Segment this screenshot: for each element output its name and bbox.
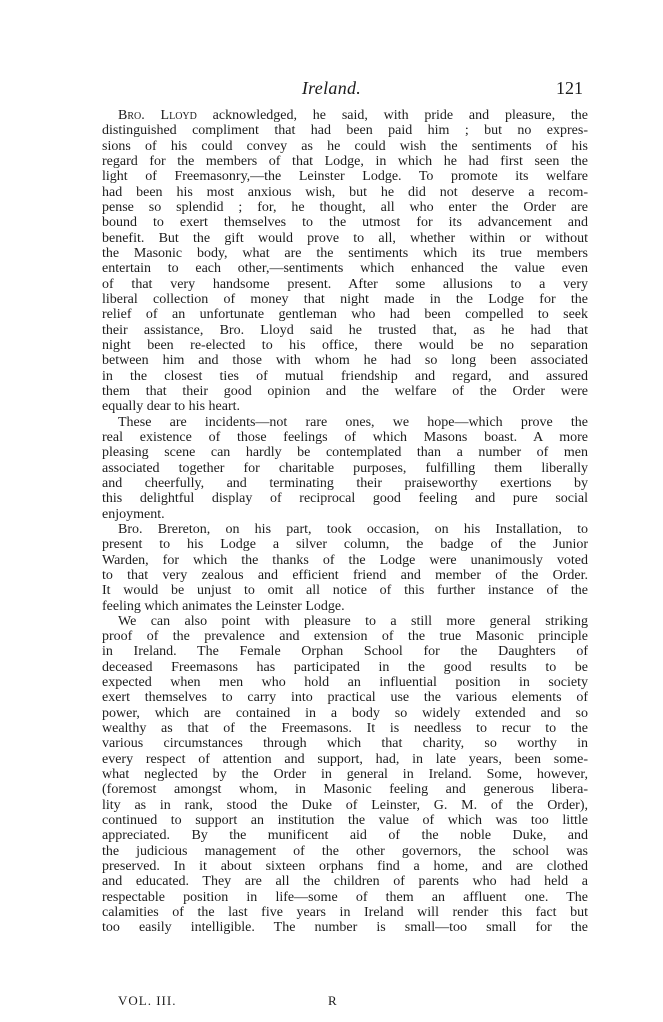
text-line: preserved. In it about sixteen orphans find a home, and are clothed xyxy=(102,859,588,875)
running-head xyxy=(0,78,663,102)
text-line: entertain to each other,—sentiments which enhanced the value even xyxy=(102,261,588,277)
text-line: It would be unjust to omit all notice of this further instance of the xyxy=(102,583,588,599)
text-line: equally dear to his heart. xyxy=(102,399,241,415)
line-text: acknowledged, he said, with pride and pleasure, the xyxy=(196,108,588,123)
paragraph-incidents xyxy=(102,415,588,522)
text-line: night been re-elected to his office, there would be no separation xyxy=(102,337,588,353)
volume-label: VOL. III. xyxy=(118,993,177,1008)
text-line: to that very zealous and efficient friend and member of the Order. xyxy=(102,567,588,583)
signature-mark: R xyxy=(328,993,337,1008)
paragraph-brereton xyxy=(102,522,588,614)
text-line: associated together for charitable purposes, fulfilling them liberally xyxy=(102,460,588,476)
text-line: expected when men who hold an influential position in society xyxy=(102,675,588,691)
page-footer xyxy=(118,993,418,1011)
text-line: proof of the prevalence and extension of the true Masonic principle xyxy=(102,629,588,645)
text-line: real existence of those feelings of which Masons boast. A more xyxy=(102,429,588,445)
text-line: Bro. Brereton, on his part, took occasion, on his Installation, to xyxy=(118,521,588,537)
text-line: in Ireland. The Female Orphan School for the Daughters of xyxy=(102,644,588,660)
speaker-name: Bro. Lloyd xyxy=(118,108,197,123)
text-line: calamities of the last five years in Ireland will render this fact but xyxy=(102,905,588,921)
running-title: Ireland. xyxy=(301,78,362,98)
text-line: in the closest ties of mutual friendship and regard, and assured xyxy=(102,368,588,384)
text-line: every respect of attention and support, had, in late years, been some- xyxy=(102,751,588,767)
page-number: 121 xyxy=(556,78,583,98)
text-line: too easily intelligible. The number is small—too small for the xyxy=(102,920,588,936)
text-line: of that very handsome present. After some allusions to a very xyxy=(102,276,588,292)
text-line: this delightful display of reciprocal good feeling and pure social xyxy=(102,491,588,507)
text-line: the Masonic body, what are the sentiments which its true members xyxy=(102,245,588,261)
text-line: continued to support an institution the value of which was too little xyxy=(102,813,588,829)
text-line: deceased Freemasons has participated in the good results to be xyxy=(102,659,588,675)
text-line: appreciated. By the munificent aid of the noble Duke, and xyxy=(102,828,588,844)
text-line xyxy=(102,108,588,123)
text-line: pense so splendid ; for, he thought, all who enter the Order are xyxy=(102,199,588,215)
text-line: exert themselves to carry into practical use the various elements of xyxy=(102,690,588,706)
text-line: We can also point with pleasure to a still more general striking xyxy=(118,613,588,629)
text-line: and educated. They are all the children of parents who had held a xyxy=(102,874,588,890)
text-line: feeling which animates the Leinster Lodge. xyxy=(102,598,345,614)
text-line: distinguished compliment that had been paid him ; but no expres- xyxy=(102,123,588,139)
text-line: enjoyment. xyxy=(102,506,165,522)
text-line: them that their good opinion and the welfare of the Order were xyxy=(102,383,588,399)
text-line: various circumstances through which that charity, so worthy in xyxy=(102,736,588,752)
text-line: regard for the members of that Lodge, in which he had first seen the xyxy=(102,153,588,169)
paragraph-orphan-school xyxy=(102,614,588,936)
text-line: between him and those with whom he had so long been associated xyxy=(102,353,588,369)
text-line: their assistance, Bro. Lloyd said he trusted that, as he had that xyxy=(102,322,588,338)
text-line: These are incidents—not rare ones, we hope—which prove the xyxy=(118,414,588,430)
text-line: light of Freemasonry,—the Leinster Lodge. To promote its welfare xyxy=(102,169,588,185)
text-line: bound to exert themselves to the utmost for its advancement and xyxy=(102,215,588,231)
text-line: present to his Lodge a silver column, the badge of the Junior xyxy=(102,537,588,553)
text-line: pleasing scene can hardly be contemplated than a number of men xyxy=(102,445,588,461)
text-line: (foremost amongst whom, in Masonic feeling and generous libera- xyxy=(102,782,588,798)
text-line: what neglected by the Order in general in Ireland. Some, however, xyxy=(102,767,588,783)
text-line: respectable position in life—some of them an affluent one. The xyxy=(102,889,588,905)
paragraph-lloyd xyxy=(102,108,588,415)
text-line: lity as in rank, stood the Duke of Leinster, G. M. of the Order), xyxy=(102,797,588,813)
text-line: the judicious management of the other governors, the school was xyxy=(102,843,588,859)
text-line: power, which are contained in a body so widely extended and so xyxy=(102,705,588,721)
text-line: wealthy as that of the Freemasons. It is needless to recur to the xyxy=(102,721,588,737)
text-line: relief of an unfortunate gentleman who had been compelled to seek xyxy=(102,307,588,323)
text-line: liberal collection of money that night made in the Lodge for the xyxy=(102,291,588,307)
body-text xyxy=(102,108,588,936)
text-line: had been his most anxious wish, but he did not deserve a recom- xyxy=(102,184,588,200)
text-line: sions of his could convey as he could wish the sentiments of his xyxy=(102,138,588,154)
text-line: Warden, for which the thanks of the Lodge were unanimously voted xyxy=(102,552,588,568)
text-line: benefit. But the gift would prove to all, whether within or without xyxy=(102,230,588,246)
text-line: and cheerfully, and terminating their praiseworthy exertions by xyxy=(102,475,588,491)
